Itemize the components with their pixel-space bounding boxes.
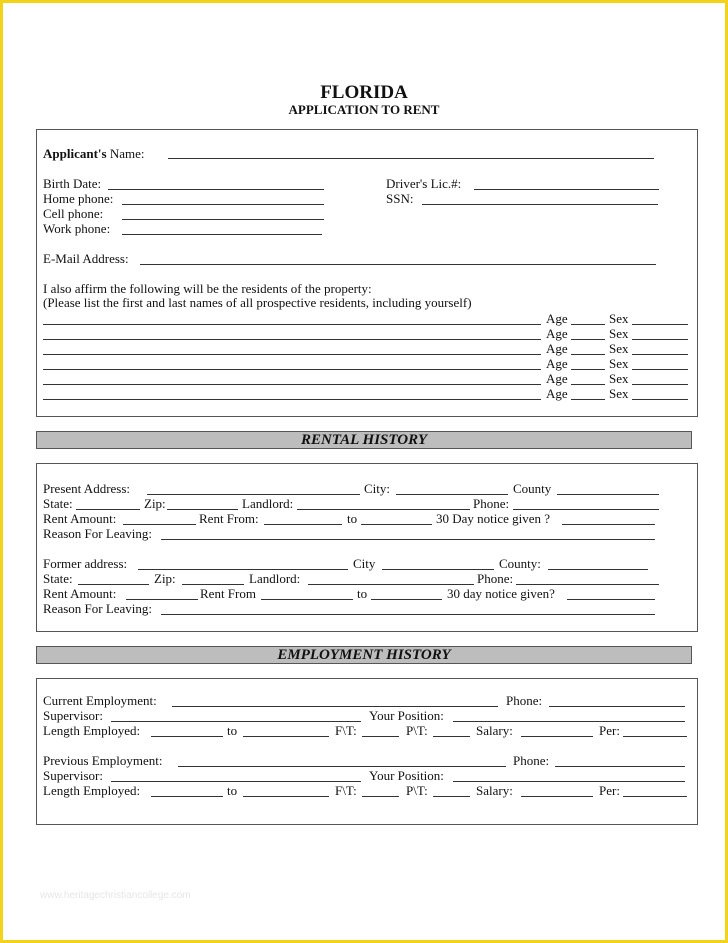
birth-date-field[interactable] xyxy=(108,189,324,190)
cell-phone-label: Cell phone: xyxy=(43,206,104,221)
present-notice-label: 30 Day notice given ? xyxy=(436,511,551,526)
age-label: Age xyxy=(546,341,568,356)
age-label: Age xyxy=(546,326,568,341)
former-rent-amount-field[interactable] xyxy=(126,599,198,600)
age-label: Age xyxy=(546,311,568,326)
form-subtitle: APPLICATION TO RENT xyxy=(288,102,440,117)
email-label: E-Mail Address: xyxy=(43,251,129,266)
former-notice-label: 30 day notice given? xyxy=(447,586,555,601)
current-salary-label: Salary: xyxy=(476,723,513,738)
sex-field[interactable] xyxy=(632,369,688,370)
present-reason-label: Reason For Leaving: xyxy=(43,526,153,541)
sex-field[interactable] xyxy=(632,354,688,355)
age-field[interactable] xyxy=(571,339,605,340)
age-label: Age xyxy=(546,386,568,401)
present-zip-field[interactable] xyxy=(167,509,238,510)
former-city-label: City xyxy=(353,556,376,571)
current-ft-field[interactable] xyxy=(362,736,399,737)
sex-field[interactable] xyxy=(632,384,688,385)
former-address-label: Former address: xyxy=(43,556,128,571)
watermark: www.heritagechristiancollege.com xyxy=(40,890,191,901)
resident-name-field[interactable] xyxy=(43,339,541,340)
current-position-field[interactable] xyxy=(453,721,685,722)
current-per-label: Per: xyxy=(599,723,620,738)
home-phone-field[interactable] xyxy=(122,204,324,205)
ssn-field[interactable] xyxy=(422,204,658,205)
sex-label: Sex xyxy=(609,371,629,386)
current-to-label: to xyxy=(227,723,238,738)
ssn-label: SSN: xyxy=(386,191,414,206)
former-address-field[interactable] xyxy=(138,569,348,570)
present-state-label: State: xyxy=(43,496,73,511)
resident-name-field[interactable] xyxy=(43,399,541,400)
applicant-name-label: Applicant's Name: xyxy=(43,146,145,161)
former-reason-field[interactable] xyxy=(161,614,655,615)
previous-supervisor-label: Supervisor: xyxy=(43,768,103,783)
applicant-section xyxy=(36,129,698,417)
current-phone-label: Phone: xyxy=(506,693,543,708)
present-city-field[interactable] xyxy=(396,494,508,495)
present-reason-field[interactable] xyxy=(161,539,655,540)
sex-field[interactable] xyxy=(632,339,688,340)
previous-position-field[interactable] xyxy=(453,781,685,782)
former-reason-label: Reason For Leaving: xyxy=(43,601,153,616)
age-field[interactable] xyxy=(571,399,605,400)
current-position-label: Your Position: xyxy=(369,708,444,723)
previous-phone-field[interactable] xyxy=(555,766,685,767)
former-city-field[interactable] xyxy=(382,569,494,570)
present-county-label: County xyxy=(513,481,552,496)
previous-pt-label: P\T: xyxy=(406,783,428,798)
previous-salary-label: Salary: xyxy=(476,783,513,798)
sex-field[interactable] xyxy=(632,324,688,325)
former-county-label: County: xyxy=(499,556,541,571)
present-phone-field[interactable] xyxy=(513,509,659,510)
previous-per-field[interactable] xyxy=(623,796,687,797)
age-label: Age xyxy=(546,371,568,386)
present-city-label: City: xyxy=(364,481,391,496)
present-to-field[interactable] xyxy=(361,524,432,525)
email-field[interactable] xyxy=(140,264,656,265)
age-field[interactable] xyxy=(571,384,605,385)
home-phone-label: Home phone: xyxy=(43,191,114,206)
age-field[interactable] xyxy=(571,324,605,325)
former-to-label: to xyxy=(357,586,368,601)
age-label: Age xyxy=(546,356,568,371)
current-supervisor-label: Supervisor: xyxy=(43,708,103,723)
present-address-field[interactable] xyxy=(147,494,360,495)
work-phone-field[interactable] xyxy=(122,234,322,235)
present-address-label: Present Address: xyxy=(43,481,131,496)
former-phone-label: Phone: xyxy=(477,571,514,586)
present-to-label: to xyxy=(347,511,358,526)
current-pt-field[interactable] xyxy=(433,736,470,737)
sex-label: Sex xyxy=(609,311,629,326)
previous-ft-label: F\T: xyxy=(335,783,357,798)
present-rent-amount-field[interactable] xyxy=(123,524,196,525)
present-county-field[interactable] xyxy=(557,494,659,495)
previous-length-label: Length Employed: xyxy=(43,783,141,798)
current-salary-field[interactable] xyxy=(521,736,593,737)
former-landlord-label: Landlord: xyxy=(249,571,301,586)
age-field[interactable] xyxy=(571,354,605,355)
resident-name-field[interactable] xyxy=(43,324,541,325)
present-rent-amount-label: Rent Amount: xyxy=(43,511,117,526)
previous-supervisor-field[interactable] xyxy=(111,781,361,782)
former-to-field[interactable] xyxy=(371,599,442,600)
former-state-label: State: xyxy=(43,571,73,586)
former-state-field[interactable] xyxy=(78,584,149,585)
age-field[interactable] xyxy=(571,369,605,370)
current-per-field[interactable] xyxy=(623,736,687,737)
current-length-label: Length Employed: xyxy=(43,723,141,738)
affirm-note: (Please list the first and last names of all prospective residents, including yourself) xyxy=(43,295,472,310)
present-rent-from-field[interactable] xyxy=(264,524,342,525)
birth-date-label: Birth Date: xyxy=(43,176,102,191)
current-length-to-field[interactable] xyxy=(243,736,329,737)
previous-position-label: Your Position: xyxy=(369,768,444,783)
present-zip-label: Zip: xyxy=(144,496,166,511)
sex-label: Sex xyxy=(609,386,629,401)
former-zip-label: Zip: xyxy=(154,571,176,586)
present-state-field[interactable] xyxy=(76,509,140,510)
previous-employment-field[interactable] xyxy=(178,766,506,767)
previous-length-to-field[interactable] xyxy=(243,796,329,797)
previous-to-label: to xyxy=(227,783,238,798)
applicant-name-field[interactable] xyxy=(168,158,654,159)
current-phone-field[interactable] xyxy=(549,706,685,707)
affirm-text: I also affirm the following will be the residents of the property: xyxy=(43,281,372,296)
current-length-from-field[interactable] xyxy=(151,736,223,737)
present-notice-field[interactable] xyxy=(562,524,655,525)
former-rent-from-label: Rent From xyxy=(200,586,256,601)
resident-name-field[interactable] xyxy=(43,369,541,370)
current-employment-field[interactable] xyxy=(172,706,498,707)
former-county-field[interactable] xyxy=(548,569,648,570)
sex-field[interactable] xyxy=(632,399,688,400)
present-landlord-label: Landlord: xyxy=(242,496,294,511)
present-landlord-field[interactable] xyxy=(297,509,470,510)
present-rent-from-label: Rent From: xyxy=(199,511,259,526)
cell-phone-field[interactable] xyxy=(122,219,324,220)
employment-history-heading: EMPLOYMENT HISTORY xyxy=(36,646,692,664)
current-ft-label: F\T: xyxy=(335,723,357,738)
former-landlord-field[interactable] xyxy=(308,584,474,585)
current-employment-label: Current Employment: xyxy=(43,693,157,708)
former-notice-field[interactable] xyxy=(567,599,655,600)
previous-phone-label: Phone: xyxy=(513,753,550,768)
rental-history-heading: RENTAL HISTORY xyxy=(36,431,692,449)
drivers-lic-field[interactable] xyxy=(474,189,659,190)
drivers-lic-label: Driver's Lic.#: xyxy=(386,176,462,191)
sex-label: Sex xyxy=(609,326,629,341)
former-rent-from-field[interactable] xyxy=(261,599,353,600)
current-supervisor-field[interactable] xyxy=(111,721,361,722)
previous-per-label: Per: xyxy=(599,783,620,798)
previous-length-from-field[interactable] xyxy=(151,796,223,797)
previous-employment-label: Previous Employment: xyxy=(43,753,163,768)
work-phone-label: Work phone: xyxy=(43,221,111,236)
former-zip-field[interactable] xyxy=(182,584,244,585)
former-phone-field[interactable] xyxy=(516,584,659,585)
previous-pt-field[interactable] xyxy=(433,796,470,797)
former-rent-amount-label: Rent Amount: xyxy=(43,586,117,601)
sex-label: Sex xyxy=(609,356,629,371)
sex-label: Sex xyxy=(609,341,629,356)
form-title: FLORIDA xyxy=(320,82,408,103)
resident-name-field[interactable] xyxy=(43,384,541,385)
previous-ft-field[interactable] xyxy=(362,796,399,797)
resident-name-field[interactable] xyxy=(43,354,541,355)
current-pt-label: P\T: xyxy=(406,723,428,738)
previous-salary-field[interactable] xyxy=(521,796,593,797)
present-phone-label: Phone: xyxy=(473,496,510,511)
